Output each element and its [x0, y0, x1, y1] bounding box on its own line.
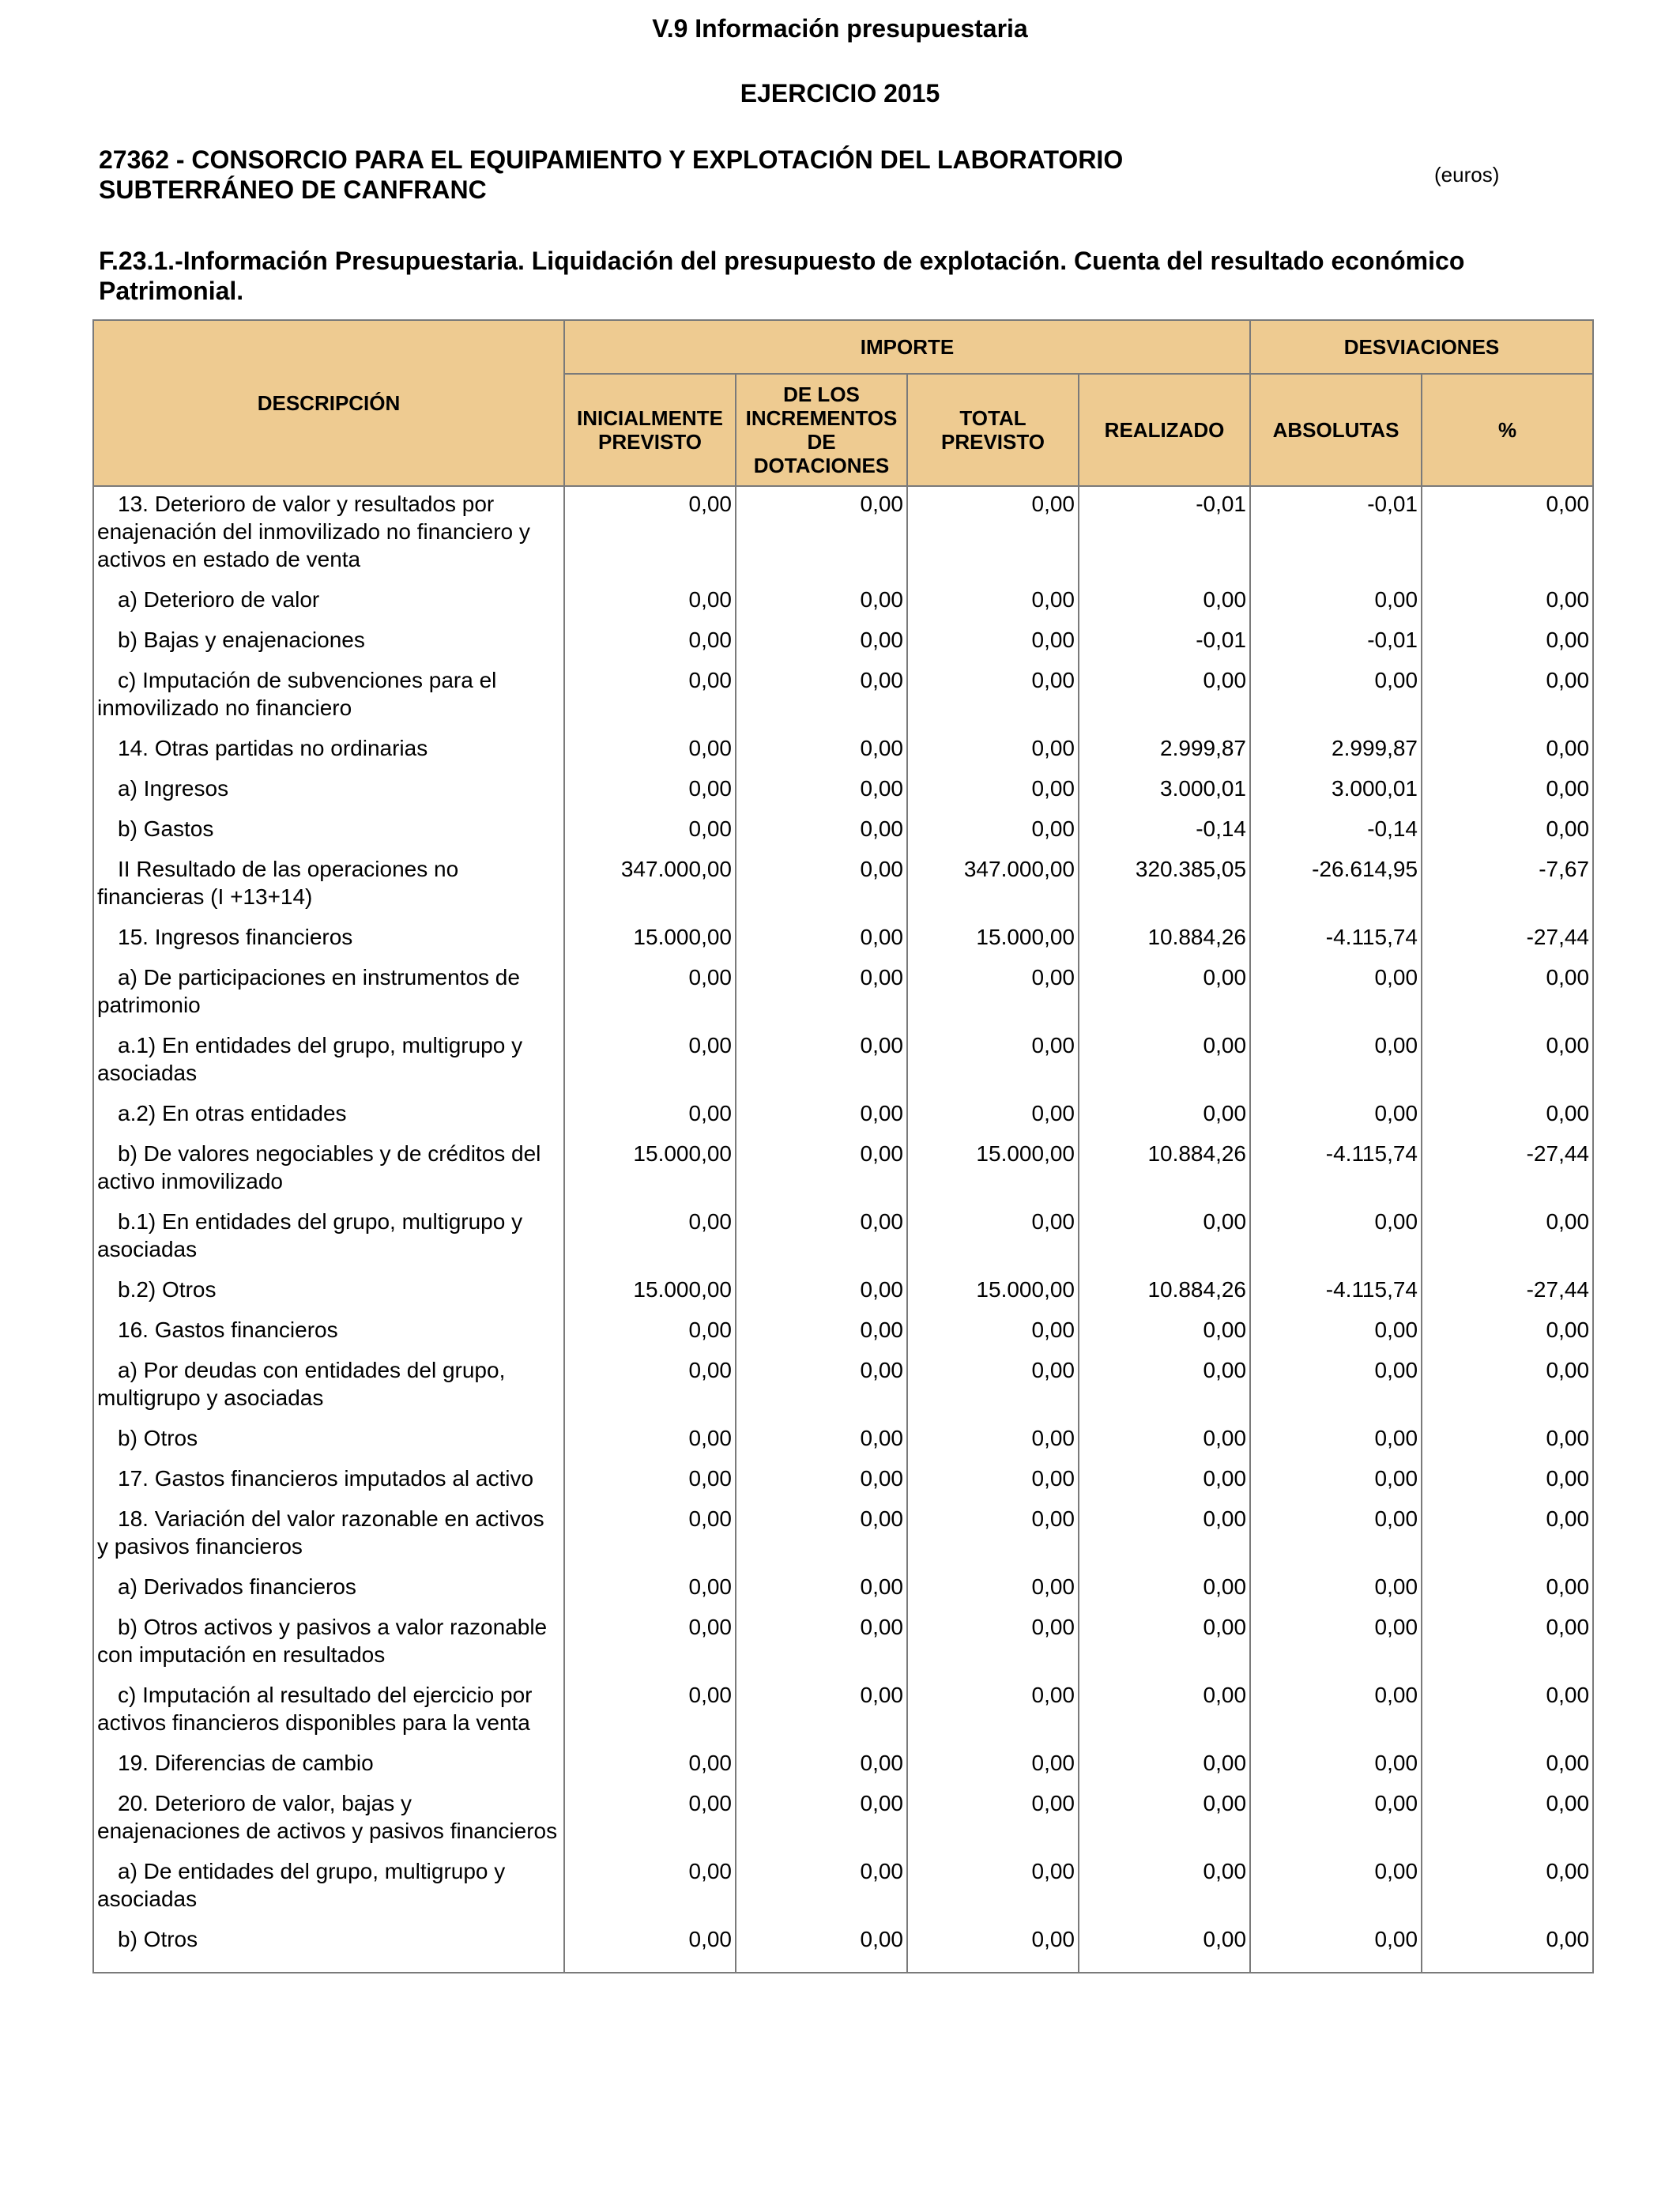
cell-total-previsto: 0,00: [907, 1922, 1079, 1973]
cell-realizado: 0,00: [1079, 1353, 1250, 1421]
cell-inicialmente-previsto: 0,00: [564, 1610, 736, 1678]
budget-table: [92, 319, 1594, 1973]
cell-absolutas: 2.999,87: [1250, 731, 1422, 771]
cell-total-previsto: 0,00: [907, 1313, 1079, 1353]
cell-porcentaje: 0,00: [1422, 1028, 1593, 1096]
cell-incrementos: 0,00: [736, 1272, 907, 1313]
col-header-total-previsto: TOTAL PREVISTO: [907, 374, 1079, 486]
col-header-descripcion: DESCRIPCIÓN: [93, 320, 564, 486]
cell-realizado: 10.884,26: [1079, 1137, 1250, 1204]
cell-absolutas: 3.000,01: [1250, 771, 1422, 812]
cell-inicialmente-previsto: 0,00: [564, 663, 736, 731]
cell-realizado: 0,00: [1079, 1610, 1250, 1678]
cell-absolutas: 0,00: [1250, 1353, 1422, 1421]
table-row: [93, 1786, 1593, 1854]
row-description: 17. Gastos financieros imputados al activo: [93, 1461, 564, 1502]
row-description: c) Imputación al resultado del ejercicio por activos financieros disponibles para la venta: [93, 1678, 564, 1746]
cell-realizado: 0,00: [1079, 582, 1250, 623]
row-description: 18. Variación del valor razonable en activos y pasivos financieros: [93, 1502, 564, 1570]
cell-absolutas: 0,00: [1250, 1746, 1422, 1786]
cell-absolutas: 0,00: [1250, 1922, 1422, 1973]
cell-porcentaje: 0,00: [1422, 623, 1593, 663]
cell-incrementos: 0,00: [736, 1854, 907, 1922]
table-row: [93, 852, 1593, 920]
cell-porcentaje: 0,00: [1422, 1610, 1593, 1678]
cell-realizado: 10.884,26: [1079, 1272, 1250, 1313]
cell-inicialmente-previsto: 0,00: [564, 731, 736, 771]
table-row: [93, 960, 1593, 1028]
cell-realizado: -0,01: [1079, 623, 1250, 663]
cell-realizado: 0,00: [1079, 960, 1250, 1028]
cell-porcentaje: 0,00: [1422, 960, 1593, 1028]
cell-incrementos: 0,00: [736, 1137, 907, 1204]
cell-total-previsto: 0,00: [907, 623, 1079, 663]
row-description: a.2) En otras entidades: [93, 1096, 564, 1137]
cell-porcentaje: 0,00: [1422, 1096, 1593, 1137]
table-row: [93, 1461, 1593, 1502]
table-row: [93, 1272, 1593, 1313]
cell-total-previsto: 347.000,00: [907, 852, 1079, 920]
cell-absolutas: 0,00: [1250, 1421, 1422, 1461]
row-description: 13. Deterioro de valor y resultados por enajenación del inmovilizado no financiero y activos en estado de venta: [93, 486, 564, 582]
table-row: [93, 1502, 1593, 1570]
cell-absolutas: 0,00: [1250, 582, 1422, 623]
col-header-realizado: REALIZADO: [1079, 374, 1250, 486]
cell-total-previsto: 0,00: [907, 1028, 1079, 1096]
row-description: a) Ingresos: [93, 771, 564, 812]
cell-incrementos: 0,00: [736, 1610, 907, 1678]
cell-incrementos: 0,00: [736, 1096, 907, 1137]
table-row: [93, 771, 1593, 812]
cell-realizado: 0,00: [1079, 1678, 1250, 1746]
cell-total-previsto: 0,00: [907, 486, 1079, 582]
cell-realizado: 0,00: [1079, 1570, 1250, 1610]
row-description: 14. Otras partidas no ordinarias: [93, 731, 564, 771]
row-description: b) Otros activos y pasivos a valor razonable con imputación en resultados: [93, 1610, 564, 1678]
cell-total-previsto: 0,00: [907, 1746, 1079, 1786]
cell-inicialmente-previsto: 15.000,00: [564, 920, 736, 960]
row-description: b) Otros: [93, 1922, 564, 1973]
group-header-desviaciones: DESVIACIONES: [1250, 320, 1593, 374]
cell-absolutas: 0,00: [1250, 1461, 1422, 1502]
cell-porcentaje: -27,44: [1422, 1137, 1593, 1204]
cell-incrementos: 0,00: [736, 1922, 907, 1973]
cell-realizado: 0,00: [1079, 1313, 1250, 1353]
cell-incrementos: 0,00: [736, 1786, 907, 1854]
table-row: [93, 1204, 1593, 1272]
cell-total-previsto: 0,00: [907, 663, 1079, 731]
cell-inicialmente-previsto: 0,00: [564, 1204, 736, 1272]
cell-total-previsto: 15.000,00: [907, 1137, 1079, 1204]
table-row: [93, 1678, 1593, 1746]
table-row: [93, 920, 1593, 960]
cell-total-previsto: 0,00: [907, 582, 1079, 623]
cell-realizado: 0,00: [1079, 1502, 1250, 1570]
cell-inicialmente-previsto: 0,00: [564, 1096, 736, 1137]
cell-realizado: 10.884,26: [1079, 920, 1250, 960]
cell-porcentaje: 0,00: [1422, 1313, 1593, 1353]
cell-incrementos: 0,00: [736, 663, 907, 731]
cell-incrementos: 0,00: [736, 1313, 907, 1353]
cell-total-previsto: 0,00: [907, 1678, 1079, 1746]
report-title: F.23.1.-Información Presupuestaria. Liquidación del presupuesto de explotación. Cuenta del resultado económico Patrimonial.: [99, 247, 1465, 305]
cell-incrementos: 0,00: [736, 960, 907, 1028]
cell-inicialmente-previsto: 15.000,00: [564, 1272, 736, 1313]
col-header-incrementos: DE LOS INCREMENTOS DE DOTACIONES: [736, 374, 907, 486]
table-row: [93, 1137, 1593, 1204]
cell-porcentaje: 0,00: [1422, 1461, 1593, 1502]
cell-incrementos: 0,00: [736, 1421, 907, 1461]
cell-total-previsto: 0,00: [907, 1353, 1079, 1421]
cell-porcentaje: 0,00: [1422, 1922, 1593, 1973]
cell-porcentaje: 0,00: [1422, 771, 1593, 812]
row-description: a) Derivados financieros: [93, 1570, 564, 1610]
row-description: b) Otros: [93, 1421, 564, 1461]
cell-incrementos: 0,00: [736, 1746, 907, 1786]
cell-porcentaje: 0,00: [1422, 1570, 1593, 1610]
cell-absolutas: 0,00: [1250, 663, 1422, 731]
col-header-porcentaje: %: [1422, 374, 1593, 486]
table-row: [93, 1570, 1593, 1610]
row-description: a) De entidades del grupo, multigrupo y asociadas: [93, 1854, 564, 1922]
cell-porcentaje: 0,00: [1422, 1502, 1593, 1570]
cell-realizado: 3.000,01: [1079, 771, 1250, 812]
units-label: (euros): [1434, 163, 1500, 187]
table-row: [93, 731, 1593, 771]
group-header-importe: IMPORTE: [564, 320, 1250, 374]
cell-porcentaje: 0,00: [1422, 663, 1593, 731]
table-row: [93, 1746, 1593, 1786]
table-row: [93, 582, 1593, 623]
cell-porcentaje: 0,00: [1422, 582, 1593, 623]
cell-total-previsto: 0,00: [907, 1786, 1079, 1854]
cell-incrementos: 0,00: [736, 1461, 907, 1502]
cell-absolutas: 0,00: [1250, 1678, 1422, 1746]
table-row: [93, 663, 1593, 731]
table-body: [93, 486, 1593, 1973]
row-description: b) Bajas y enajenaciones: [93, 623, 564, 663]
row-description: a) Por deudas con entidades del grupo, multigrupo y asociadas: [93, 1353, 564, 1421]
cell-incrementos: 0,00: [736, 731, 907, 771]
cell-absolutas: 0,00: [1250, 1096, 1422, 1137]
table-row: [93, 1922, 1593, 1973]
table-header: [93, 320, 1593, 486]
cell-incrementos: 0,00: [736, 623, 907, 663]
table-row: [93, 1028, 1593, 1096]
cell-inicialmente-previsto: 0,00: [564, 1353, 736, 1421]
cell-absolutas: 0,00: [1250, 1786, 1422, 1854]
table-row: [93, 623, 1593, 663]
cell-incrementos: 0,00: [736, 1570, 907, 1610]
cell-inicialmente-previsto: 0,00: [564, 1421, 736, 1461]
table-row: [93, 1096, 1593, 1137]
cell-absolutas: -0,01: [1250, 486, 1422, 582]
cell-incrementos: 0,00: [736, 812, 907, 852]
row-description: 19. Diferencias de cambio: [93, 1746, 564, 1786]
cell-inicialmente-previsto: 0,00: [564, 1570, 736, 1610]
cell-realizado: 0,00: [1079, 1461, 1250, 1502]
cell-total-previsto: 15.000,00: [907, 1272, 1079, 1313]
cell-total-previsto: 0,00: [907, 1204, 1079, 1272]
cell-total-previsto: 0,00: [907, 1502, 1079, 1570]
cell-porcentaje: -27,44: [1422, 920, 1593, 960]
cell-absolutas: -0,01: [1250, 623, 1422, 663]
cell-porcentaje: 0,00: [1422, 1353, 1593, 1421]
cell-total-previsto: 0,00: [907, 1854, 1079, 1922]
row-description: b.2) Otros: [93, 1272, 564, 1313]
cell-incrementos: 0,00: [736, 771, 907, 812]
cell-inicialmente-previsto: 0,00: [564, 1028, 736, 1096]
cell-incrementos: 0,00: [736, 486, 907, 582]
cell-total-previsto: 0,00: [907, 1610, 1079, 1678]
row-description: a) De participaciones en instrumentos de patrimonio: [93, 960, 564, 1028]
cell-realizado: 0,00: [1079, 1922, 1250, 1973]
table-row: [93, 1353, 1593, 1421]
cell-inicialmente-previsto: 0,00: [564, 1922, 736, 1973]
row-description: b) Gastos: [93, 812, 564, 852]
cell-incrementos: 0,00: [736, 1204, 907, 1272]
cell-total-previsto: 0,00: [907, 731, 1079, 771]
cell-total-previsto: 0,00: [907, 1570, 1079, 1610]
cell-total-previsto: 0,00: [907, 1096, 1079, 1137]
col-header-absolutas: ABSOLUTAS: [1250, 374, 1422, 486]
table-row: [93, 486, 1593, 582]
cell-absolutas: 0,00: [1250, 1502, 1422, 1570]
cell-inicialmente-previsto: 0,00: [564, 1461, 736, 1502]
cell-inicialmente-previsto: 0,00: [564, 1854, 736, 1922]
cell-inicialmente-previsto: 0,00: [564, 1786, 736, 1854]
table-row: [93, 1610, 1593, 1678]
cell-porcentaje: 0,00: [1422, 1204, 1593, 1272]
cell-realizado: 320.385,05: [1079, 852, 1250, 920]
cell-incrementos: 0,00: [736, 920, 907, 960]
cell-porcentaje: 0,00: [1422, 1746, 1593, 1786]
cell-total-previsto: 0,00: [907, 812, 1079, 852]
col-header-inicialmente-previsto: INICIALMENTE PREVISTO: [564, 374, 736, 486]
cell-absolutas: -4.115,74: [1250, 1137, 1422, 1204]
cell-inicialmente-previsto: 0,00: [564, 1678, 736, 1746]
cell-absolutas: 0,00: [1250, 960, 1422, 1028]
cell-porcentaje: 0,00: [1422, 1854, 1593, 1922]
cell-absolutas: -26.614,95: [1250, 852, 1422, 920]
cell-absolutas: 0,00: [1250, 1204, 1422, 1272]
cell-realizado: 0,00: [1079, 1096, 1250, 1137]
cell-porcentaje: 0,00: [1422, 1678, 1593, 1746]
table-row: [93, 812, 1593, 852]
cell-absolutas: 0,00: [1250, 1854, 1422, 1922]
cell-absolutas: 0,00: [1250, 1570, 1422, 1610]
cell-incrementos: 0,00: [736, 1353, 907, 1421]
cell-absolutas: -4.115,74: [1250, 920, 1422, 960]
cell-realizado: 0,00: [1079, 663, 1250, 731]
cell-porcentaje: 0,00: [1422, 486, 1593, 582]
table-row: [93, 1854, 1593, 1922]
cell-absolutas: -4.115,74: [1250, 1272, 1422, 1313]
cell-absolutas: 0,00: [1250, 1313, 1422, 1353]
cell-realizado: 0,00: [1079, 1421, 1250, 1461]
cell-realizado: 0,00: [1079, 1028, 1250, 1096]
cell-inicialmente-previsto: 15.000,00: [564, 1137, 736, 1204]
cell-inicialmente-previsto: 0,00: [564, 582, 736, 623]
cell-realizado: -0,01: [1079, 486, 1250, 582]
cell-porcentaje: 0,00: [1422, 1786, 1593, 1854]
cell-porcentaje: -27,44: [1422, 1272, 1593, 1313]
cell-realizado: 0,00: [1079, 1854, 1250, 1922]
cell-total-previsto: 0,00: [907, 1461, 1079, 1502]
cell-incrementos: 0,00: [736, 582, 907, 623]
cell-inicialmente-previsto: 0,00: [564, 486, 736, 582]
cell-inicialmente-previsto: 0,00: [564, 1313, 736, 1353]
cell-realizado: 2.999,87: [1079, 731, 1250, 771]
cell-inicialmente-previsto: 347.000,00: [564, 852, 736, 920]
cell-incrementos: 0,00: [736, 1678, 907, 1746]
row-description: b.1) En entidades del grupo, multigrupo y asociadas: [93, 1204, 564, 1272]
cell-porcentaje: 0,00: [1422, 1421, 1593, 1461]
cell-inicialmente-previsto: 0,00: [564, 1746, 736, 1786]
table-row: [93, 1421, 1593, 1461]
cell-realizado: 0,00: [1079, 1746, 1250, 1786]
cell-absolutas: 0,00: [1250, 1028, 1422, 1096]
cell-realizado: 0,00: [1079, 1786, 1250, 1854]
cell-incrementos: 0,00: [736, 852, 907, 920]
row-description: 20. Deterioro de valor, bajas y enajenaciones de activos y pasivos financieros: [93, 1786, 564, 1854]
cell-total-previsto: 0,00: [907, 1421, 1079, 1461]
row-description: b) De valores negociables y de créditos del activo inmovilizado: [93, 1137, 564, 1204]
cell-realizado: -0,14: [1079, 812, 1250, 852]
cell-porcentaje: 0,00: [1422, 731, 1593, 771]
section-title: V.9 Información presupuestaria: [652, 14, 1028, 43]
row-description: a) Deterioro de valor: [93, 582, 564, 623]
entity-title: 27362 - CONSORCIO PARA EL EQUIPAMIENTO Y EXPLOTACIÓN DEL LABORATORIO SUBTERRÁNEO DE CANFRANC: [99, 145, 1124, 204]
cell-absolutas: -0,14: [1250, 812, 1422, 852]
cell-inicialmente-previsto: 0,00: [564, 1502, 736, 1570]
cell-realizado: 0,00: [1079, 1204, 1250, 1272]
cell-porcentaje: -7,67: [1422, 852, 1593, 920]
row-description: a.1) En entidades del grupo, multigrupo y asociadas: [93, 1028, 564, 1096]
cell-incrementos: 0,00: [736, 1028, 907, 1096]
cell-incrementos: 0,00: [736, 1502, 907, 1570]
row-description: c) Imputación de subvenciones para el inmovilizado no financiero: [93, 663, 564, 731]
row-description: 16. Gastos financieros: [93, 1313, 564, 1353]
year-title: EJERCICIO 2015: [740, 79, 940, 107]
cell-total-previsto: 0,00: [907, 771, 1079, 812]
cell-total-previsto: 0,00: [907, 960, 1079, 1028]
cell-inicialmente-previsto: 0,00: [564, 960, 736, 1028]
cell-porcentaje: 0,00: [1422, 812, 1593, 852]
row-description: 15. Ingresos financieros: [93, 920, 564, 960]
row-description: II Resultado de las operaciones no financieras (I +13+14): [93, 852, 564, 920]
table-row: [93, 1313, 1593, 1353]
cell-absolutas: 0,00: [1250, 1610, 1422, 1678]
cell-inicialmente-previsto: 0,00: [564, 623, 736, 663]
cell-inicialmente-previsto: 0,00: [564, 812, 736, 852]
cell-inicialmente-previsto: 0,00: [564, 771, 736, 812]
cell-total-previsto: 15.000,00: [907, 920, 1079, 960]
